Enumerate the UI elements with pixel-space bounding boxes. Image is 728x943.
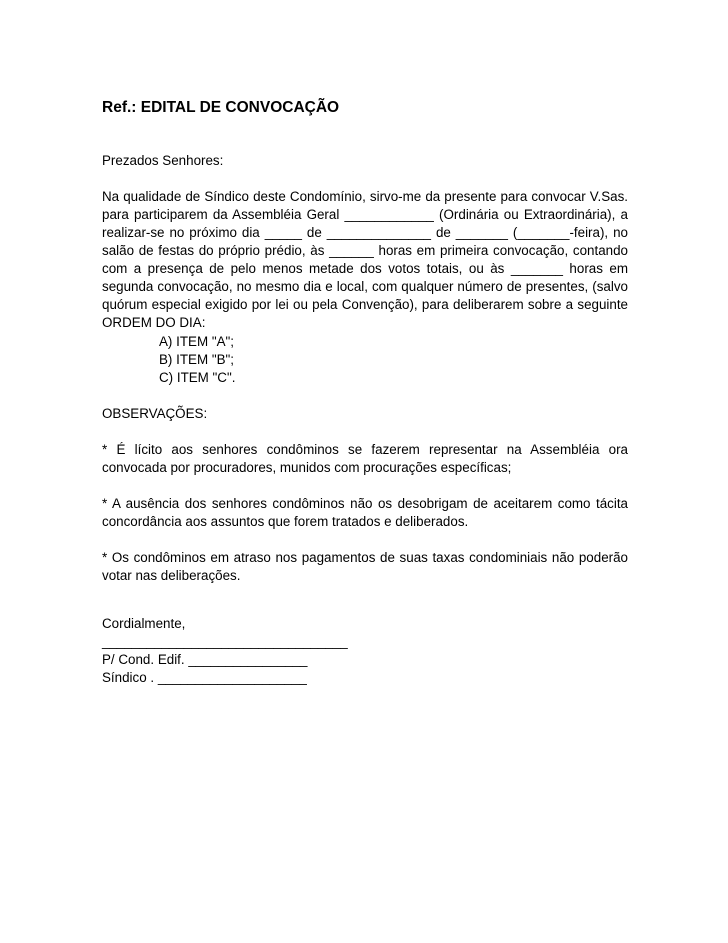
greeting: Prezados Senhores: [102, 153, 224, 168]
signature-block [102, 615, 348, 687]
observation-item: * A ausência dos senhores condôminos não os desobrigam de aceitarem como tácita concordância aos assuntos que forem tratados e deliberados. [102, 496, 628, 529]
closing-text: Cordialmente, [102, 616, 186, 631]
document-title: Ref.: EDITAL DE CONVOCAÇÃO [102, 99, 340, 116]
observations-heading: OBSERVAÇÕES: [102, 406, 208, 421]
agenda-item: B) ITEM "B"; [159, 352, 234, 367]
observation-item: * É lícito aos senhores condôminos se fazerem representar na Assembléia ora convocada por procuradores, munidos com procurações específicas; [102, 442, 628, 475]
signature-sindico: Síndico . ____________________ [102, 670, 307, 685]
agenda-list [159, 333, 235, 387]
convocation-body: Na qualidade de Síndico deste Condomínio, sirvo-me da presente para convocar V.Sas. para participarem da Assembléia Geral ____________ (Ordinária ou Extraordinária), a realizar-se no próximo dia _____ de ______________ de _______ (_______-feira), no salão de festas do próprio prédio, às ______ horas em primeira convocação, contando com a presença de pelo menos metade dos votos totais, ou às _______ horas em segunda convocação, no mesmo dia e local, com qualquer número de presentes, (salvo quórum especial exigido por lei ou pela Convenção), para deliberarem sobre a seguinte ORDEM DO DIA: [102, 189, 628, 330]
agenda-item: A) ITEM "A"; [159, 334, 234, 349]
signature-condominium: P/ Cond. Edif. ________________ [102, 652, 308, 667]
signature-line: _________________________________ [102, 634, 348, 649]
observation-item: * Os condôminos em atraso nos pagamentos de suas taxas condominiais não poderão votar nas deliberações. [102, 550, 628, 583]
agenda-item: C) ITEM "C". [159, 370, 236, 385]
